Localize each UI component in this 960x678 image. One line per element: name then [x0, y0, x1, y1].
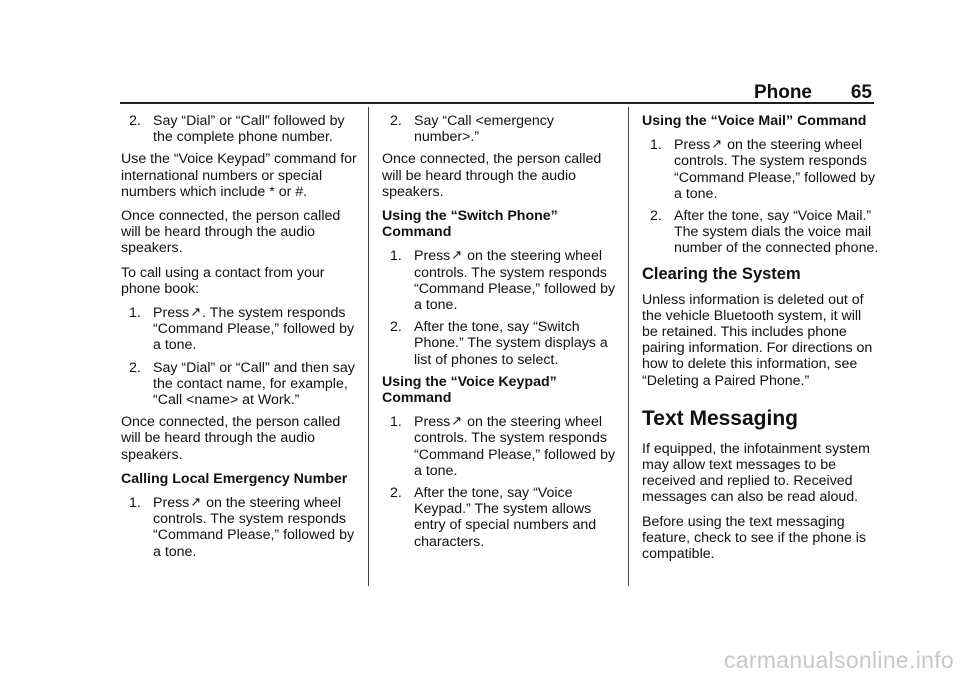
column-2: [382, 113, 620, 556]
subheading: Calling Local Emergency Number: [121, 470, 348, 487]
list-item: [121, 305, 361, 354]
list-number: 2.: [650, 208, 662, 225]
list-text: Say “Dial” or “Call” and then say the contact name, for example, “Call <name> at Work.”: [153, 359, 355, 409]
list-item: [382, 414, 620, 479]
push-to-talk-icon: ↗: [711, 136, 723, 152]
list-item: [121, 360, 361, 409]
list-text-lead: Press: [153, 305, 190, 322]
section-title: Phone: [753, 82, 812, 103]
header-rule: [120, 102, 874, 104]
list-text-rest: on the steering wheel controls. The system responds “Command Please,” followed by a tone.: [674, 137, 876, 202]
list-number: 1.: [390, 248, 402, 265]
subheading: Using the “Voice Mail” Command: [642, 113, 867, 129]
paragraph: Once connected, the person called will be heard through the audio speakers.: [121, 208, 341, 257]
paragraph: Once connected, the person called will be heard through the audio speakers.: [382, 151, 602, 200]
column-divider-right: [628, 107, 629, 586]
list-number: 1.: [129, 305, 141, 322]
list-number: 1.: [650, 137, 662, 154]
list-item: [642, 208, 880, 257]
push-to-talk-icon: ↗: [451, 413, 463, 429]
column-3: [642, 113, 880, 570]
column-1: [121, 113, 361, 566]
list-text: After the tone, say “Voice Keypad.” The system allows entry of special numbers and characters.: [414, 485, 597, 550]
push-to-talk-icon: ↗: [190, 304, 202, 320]
list-number: 2.: [390, 113, 402, 129]
list-text: Say “Dial” or “Call” followed by the complete phone number.: [153, 113, 345, 146]
list-text-lead: Press: [414, 414, 451, 431]
paragraph: If equipped, the infotainment system may allow text messages to be received and replied to. Received messages can also be read aloud.: [642, 440, 870, 506]
paragraph: Unless information is deleted out of the vehicle Bluetooth system, it will be retained. This includes phone pairing information. For directions on how to delete this information, see “Deleting a Paired Phone.”: [642, 291, 873, 389]
list-text-lead: Press: [674, 137, 711, 154]
list-number: 2.: [129, 359, 141, 376]
list-text-rest: on the steering wheel controls. The system responds “Command Please,” followed by a tone.: [414, 414, 616, 479]
page-header: [120, 82, 874, 104]
list-text: After the tone, say “Switch Phone.” The system displays a list of phones to select.: [414, 319, 608, 368]
list-number: 2.: [129, 113, 141, 129]
paragraph: Once connected, the person called will be heard through the audio speakers.: [121, 414, 341, 463]
list-item: [382, 485, 620, 550]
subheading: Using the “Switch Phone” Command: [382, 208, 558, 241]
list-text-rest: on the steering wheel controls. The system responds “Command Please,” followed by a tone.: [414, 248, 616, 314]
list-item: [121, 113, 361, 145]
list-item: [382, 319, 620, 368]
page-number: 65: [850, 82, 872, 103]
paragraph: Before using the text messaging feature, check to see if the phone is compatible.: [642, 513, 866, 563]
list-number: 2.: [390, 485, 402, 502]
list-text-lead: Press: [153, 495, 190, 512]
list-item: [121, 495, 361, 560]
list-text: Say “Call <emergency number>.”: [414, 113, 554, 146]
list-text-lead: Press: [414, 248, 451, 265]
push-to-talk-icon: ↗: [190, 494, 202, 510]
list-number: 2.: [390, 319, 402, 336]
list-text-rest: . The system responds “Command Please,” followed by a tone.: [153, 305, 355, 354]
paragraph: Use the “Voice Keypad” command for international numbers or special numbers which include * or #.: [121, 151, 357, 200]
list-number: 1.: [390, 414, 402, 431]
major-heading: Text Messaging: [642, 406, 798, 430]
column-divider-left: [368, 107, 369, 586]
push-to-talk-icon: ↗: [451, 247, 463, 263]
list-item: [382, 113, 620, 145]
section-heading: Clearing the System: [642, 264, 801, 283]
watermark: carmanualsonline.info: [723, 647, 954, 673]
list-number: 1.: [129, 495, 141, 512]
list-item: [642, 137, 880, 202]
list-text-rest: on the steering wheel controls. The system responds “Command Please,” followed by a tone.: [153, 495, 355, 560]
list-text: After the tone, say “Voice Mail.” The system dials the voice mail number of the connected phone.: [674, 208, 879, 257]
list-item: [382, 248, 620, 313]
paragraph: To call using a contact from your phone book:: [121, 264, 325, 297]
subheading: Using the “Voice Keypad” Command: [382, 373, 557, 407]
